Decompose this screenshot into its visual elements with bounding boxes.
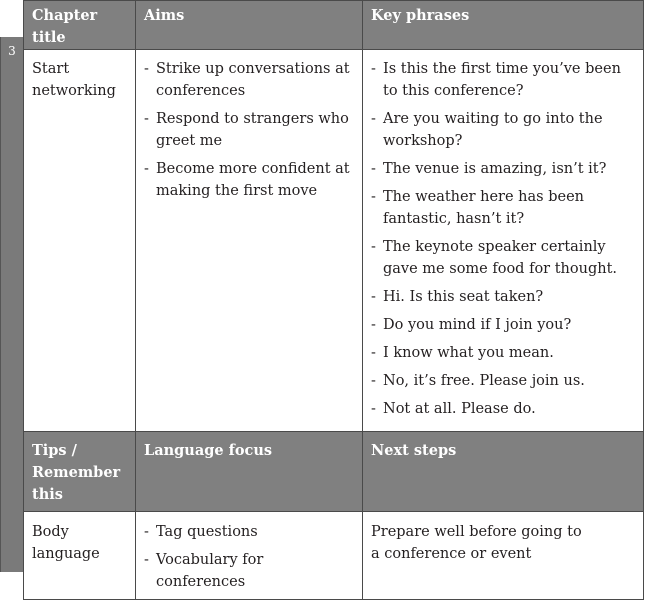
bullet-dash: - — [144, 552, 149, 568]
key-phrase-item-text: Hi. Is this seat taken? — [383, 289, 544, 305]
key-phrases-list — [371, 58, 635, 420]
aim-item-text: Become more confident at making the first move — [156, 161, 350, 199]
aims-list — [144, 58, 354, 202]
next-steps-cell — [363, 512, 644, 600]
key-phrase-item — [371, 342, 635, 364]
bullet-dash: - — [371, 239, 376, 255]
language-focus-item — [144, 521, 354, 543]
header-language-focus: Language focus — [136, 432, 363, 512]
bullet-dash: - — [371, 111, 376, 127]
second-header-row — [24, 432, 644, 512]
key-phrase-item-text: Is this the first time you’ve been to this conference? — [383, 61, 621, 99]
key-phrase-item — [371, 370, 635, 392]
next-steps-text: Prepare well before going to a conference or event — [371, 524, 582, 562]
key-phrase-item-text: Do you mind if I join you? — [383, 317, 572, 333]
key-phrases-cell — [363, 50, 644, 432]
chapter-number: 3 — [8, 44, 16, 58]
bullet-dash: - — [144, 161, 149, 177]
chapter-title-cell — [24, 50, 136, 432]
bullet-dash: - — [371, 373, 376, 389]
language-focus-item-text: Tag questions — [156, 524, 258, 540]
bullet-dash: - — [144, 111, 149, 127]
aim-item-text: Respond to strangers who greet me — [156, 111, 349, 149]
tips-content-row — [24, 512, 644, 600]
bullet-dash: - — [371, 161, 376, 177]
aim-item — [144, 58, 354, 102]
key-phrase-item — [371, 236, 635, 280]
aim-item — [144, 108, 354, 152]
tips-text: Body language — [32, 524, 100, 562]
bullet-dash: - — [371, 317, 376, 333]
key-phrase-item-text: Are you waiting to go into the workshop? — [383, 111, 603, 149]
bullet-dash: - — [144, 61, 149, 77]
language-focus-list — [144, 521, 354, 593]
header-next-steps: Next steps — [363, 432, 644, 512]
key-phrase-item-text: No, it’s free. Please join us. — [383, 373, 585, 389]
tips-cell — [24, 512, 136, 600]
language-focus-item-text: Vocabulary for conferences — [156, 552, 264, 590]
key-phrase-item-text: The venue is amazing, isn’t it? — [383, 161, 607, 177]
language-focus-cell — [136, 512, 363, 600]
chapter-summary-table — [23, 0, 644, 600]
bullet-dash: - — [371, 189, 376, 205]
key-phrase-item-text: The weather here has been fantastic, hasn’t it? — [383, 189, 584, 227]
header-row — [24, 1, 644, 50]
bullet-dash: - — [371, 289, 376, 305]
key-phrase-item-text: The keynote speaker certainly gave me some food for thought. — [383, 239, 618, 277]
key-phrase-item-text: Not at all. Please do. — [383, 401, 536, 417]
key-phrase-item-text: I know what you mean. — [383, 345, 554, 361]
bullet-dash: - — [371, 345, 376, 361]
header-aims: Aims — [136, 1, 363, 50]
header-key-phrases: Key phrases — [363, 1, 644, 50]
key-phrase-item — [371, 186, 635, 230]
key-phrase-item — [371, 58, 635, 102]
chapter-title: Start networking — [32, 61, 116, 99]
bullet-dash: - — [371, 401, 376, 417]
key-phrase-item — [371, 108, 635, 152]
key-phrase-item — [371, 398, 635, 420]
aim-item — [144, 158, 354, 202]
chapter-side-strip — [0, 37, 24, 572]
key-phrase-item — [371, 314, 635, 336]
header-tips-label: Tips / Remember this — [32, 442, 121, 503]
key-phrase-item — [371, 158, 635, 180]
aim-item-text: Strike up conversations at conferences — [156, 61, 350, 99]
bullet-dash: - — [144, 524, 149, 540]
chapter-content-row — [24, 50, 644, 432]
header-tips — [24, 432, 136, 512]
language-focus-item — [144, 549, 354, 593]
key-phrase-item — [371, 286, 635, 308]
aims-cell — [136, 50, 363, 432]
bullet-dash: - — [371, 61, 376, 77]
header-chapter-title: Chapter title — [24, 1, 136, 50]
